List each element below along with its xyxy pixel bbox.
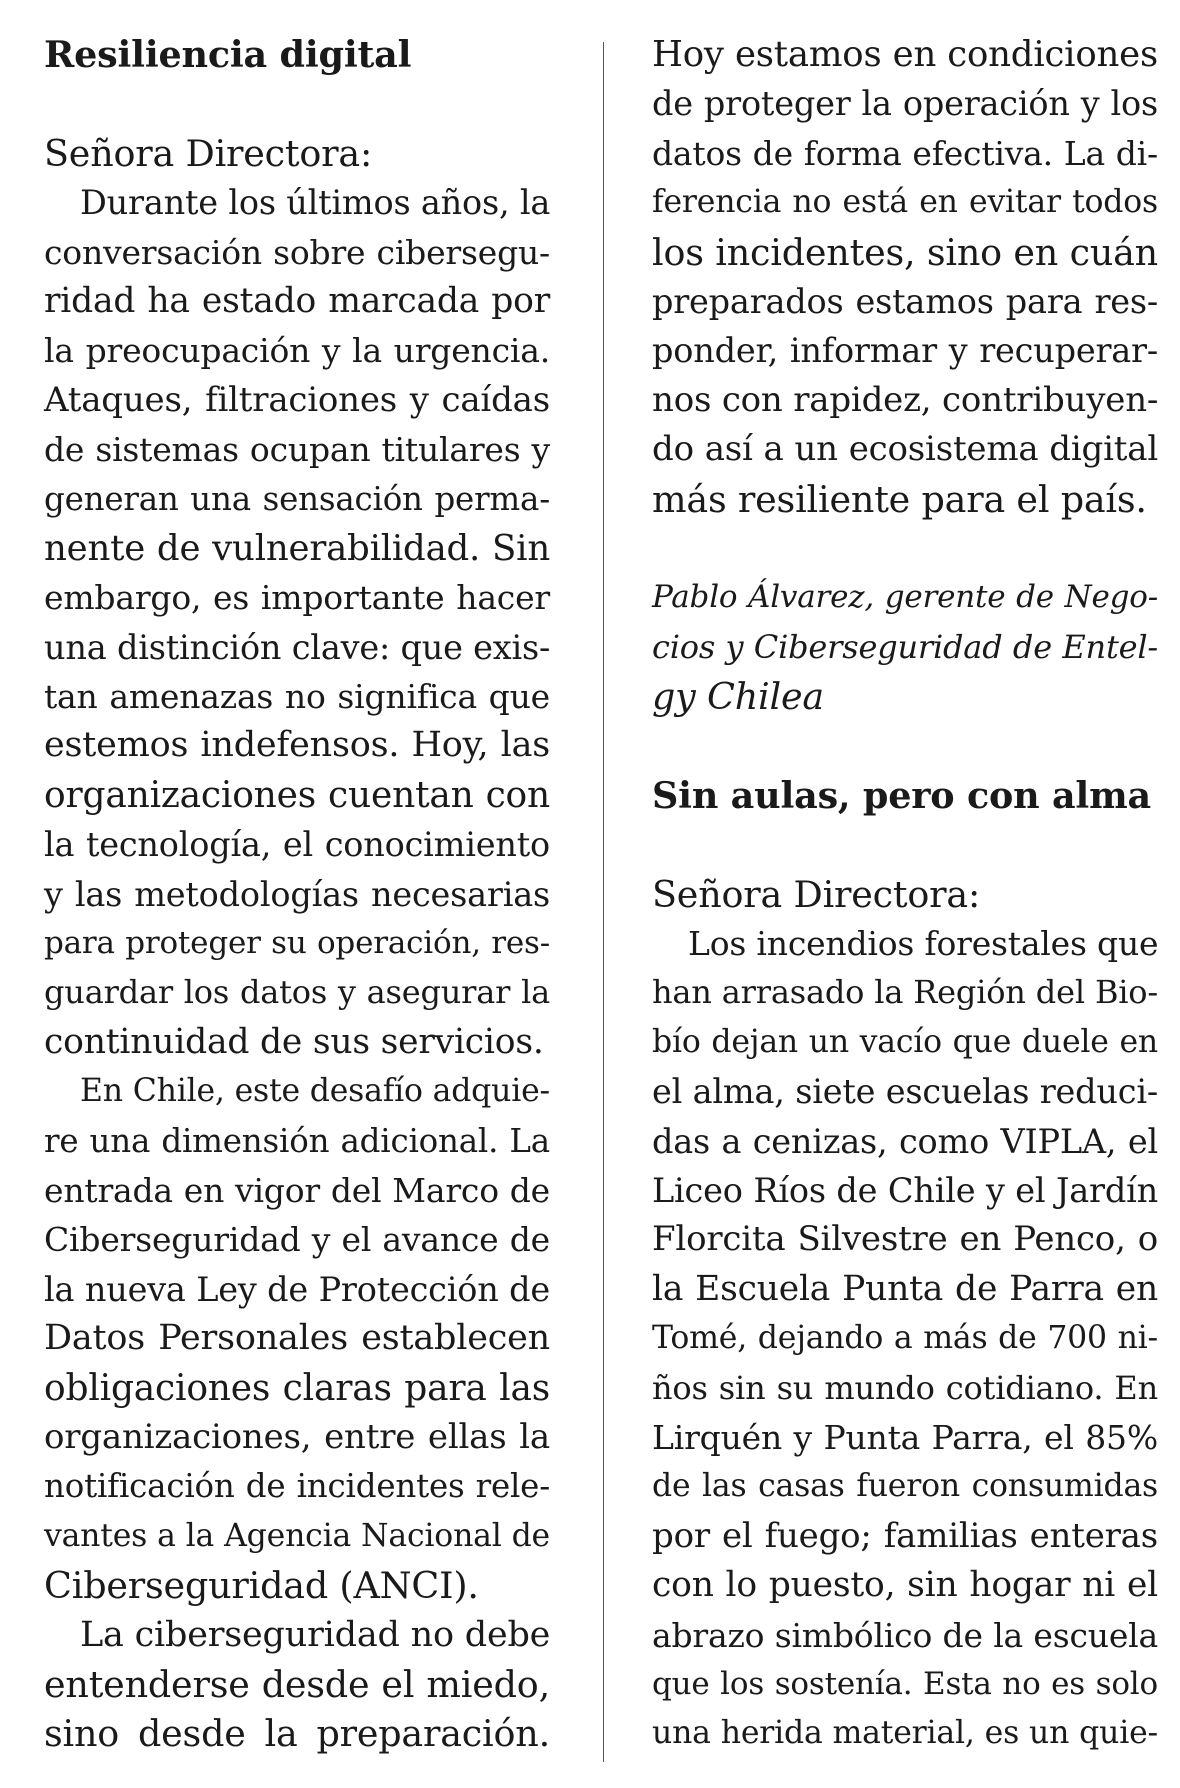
text-line: más resiliente para el país. (652, 477, 1147, 521)
text-line: Ciberseguridad (ANCI). (44, 1564, 479, 1608)
letter2-title: Sin aulas, pero con alma (652, 773, 1151, 817)
text-line: notificación de incidentes rele- (44, 1467, 550, 1506)
text-line: la Escuela Punta de Parra en (652, 1268, 1158, 1309)
text-line: sino desde la preparación. (44, 1712, 550, 1756)
text-line: con lo puesto, sin hogar ni el (652, 1565, 1158, 1606)
text-line: do así a un ecosistema digital (652, 429, 1158, 470)
text-line: los incidentes, sino en cuán (652, 230, 1158, 274)
text-line: tan amenazas no significa que (44, 677, 550, 717)
text-line: Liceo Ríos de Chile y el Jardín (652, 1170, 1158, 1210)
text-line: el alma, siete escuelas reduci- (652, 1072, 1158, 1112)
text-line: bío dejan un vacío que duele en (652, 1023, 1158, 1060)
text-line: han arrasado la Región del Bio- (652, 973, 1158, 1012)
text-line: abrazo simbólico de la escuela (652, 1615, 1158, 1655)
left-column (44, 30, 550, 1759)
text-line: nos con rapidez, contribuyen- (652, 379, 1159, 420)
letter1-greeting: Señora Directora: (44, 131, 373, 175)
text-line: Los incendios forestales que (688, 924, 1159, 964)
text-line: entenderse desde el miedo, (44, 1662, 550, 1706)
text-line: das a cenizas, como VIPLA, el (652, 1121, 1158, 1161)
text-line: Tomé, dejando a más de 700 ni- (652, 1320, 1158, 1357)
text-line: por el fuego; familias enteras (652, 1515, 1158, 1556)
text-line: Ciberseguridad y el avance de (44, 1220, 550, 1260)
text-line: Lirquén y Punta Parra, el 85% (652, 1417, 1158, 1457)
text-line: estemos indefensos. Hoy, las (44, 725, 550, 766)
text-line: una herida material, es un quie- (652, 1715, 1158, 1752)
text-line: la preocupación y la urgencia. (44, 331, 550, 371)
text-line: generan una sensación perma- (44, 479, 550, 518)
spacer (652, 524, 1158, 573)
spacer (44, 79, 550, 128)
signature-line: cios y Ciberseguridad de Entel- (652, 627, 1158, 666)
text-line: En Chile, este desafío adquie- (80, 1073, 550, 1110)
text-line: guardar los datos y asegurar la (44, 973, 550, 1012)
text-line: entrada en vigor del Marco de (44, 1170, 550, 1210)
text-line: vantes a la Agencia Nacional de (44, 1517, 550, 1554)
text-line: la tecnología, el conocimiento (44, 825, 550, 865)
text-line: que los sostenía. Esta no es solo (652, 1665, 1158, 1702)
text-line: ponder, informar y recuperar- (652, 331, 1158, 371)
text-line: organizaciones cuentan con (44, 774, 550, 816)
signature-line: gy Chilea (652, 675, 824, 719)
text-line: conversación sobre cibersegu- (44, 232, 550, 272)
text-line: para proteger su operación, res- (44, 925, 550, 962)
text-line: ños sin su mundo cotidiano. En (652, 1368, 1158, 1407)
text-line: Hoy estamos en condiciones (652, 34, 1158, 75)
right-column (652, 30, 1158, 1759)
text-line: Florcita Silvestre en Penco, o (652, 1219, 1158, 1260)
text-line: preparados estamos para res- (652, 281, 1158, 321)
text-line: datos de forma efectiva. La di- (652, 133, 1158, 173)
text-line: Durante los últimos años, la (80, 183, 551, 223)
text-line: una distinción clave: que exis- (44, 627, 551, 667)
letter2-greeting: Señora Directora: (652, 872, 981, 916)
text-line: re una dimensión adicional. La (44, 1121, 550, 1160)
text-line: nente de vulnerabilidad. Sin (44, 527, 550, 569)
text-line: y las metodologías necesarias (44, 874, 550, 914)
letter1-title: Resiliencia digital (44, 33, 412, 76)
text-line: de las casas fueron consumidas (652, 1468, 1158, 1505)
text-line: ridad ha estado marcada por (44, 280, 550, 321)
spacer (652, 820, 1158, 869)
text-line: organizaciones, entre ellas la (44, 1416, 550, 1457)
text-line: obligaciones claras para las (44, 1367, 550, 1409)
text-line: Ataques, filtraciones y caídas (44, 379, 550, 420)
text-line: continuidad de sus servicios. (44, 1021, 544, 1062)
column-divider (603, 42, 604, 1762)
text-line: de proteger la operación y los (652, 84, 1158, 124)
text-line: ferencia no está en evitar todos (652, 184, 1158, 221)
spacer (652, 721, 1158, 770)
text-line: La ciberseguridad no debe (80, 1614, 551, 1655)
text-line: la nueva Ley de Protección de (44, 1269, 550, 1309)
text-line: de sistemas ocupan titulares y (44, 430, 550, 470)
text-line: embargo, es importante hacer (44, 578, 550, 618)
signature-line: Pablo Álvarez, gerente de Nego- (652, 579, 1158, 616)
text-line: Datos Personales establecen (44, 1318, 550, 1359)
